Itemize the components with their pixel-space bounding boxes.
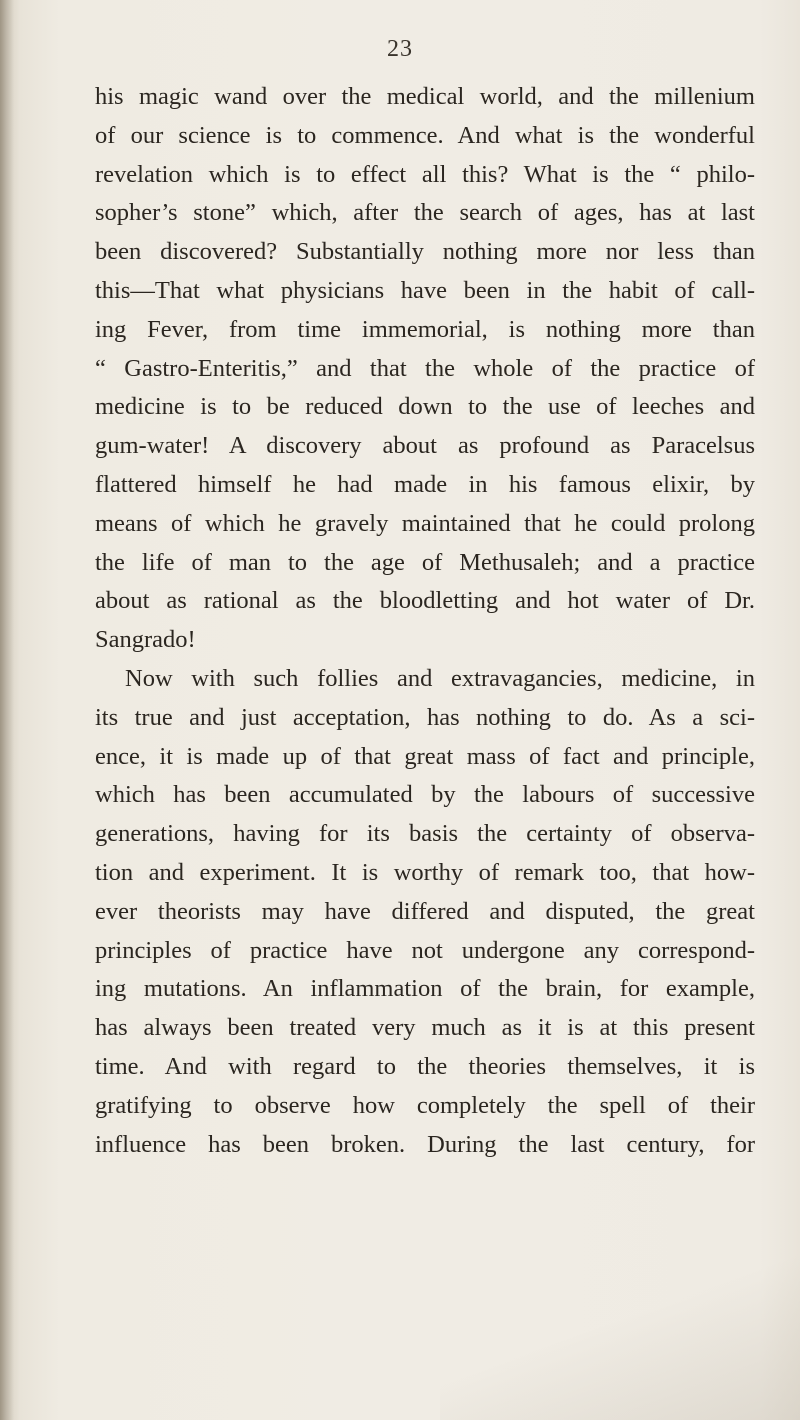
binding-shadow [0, 0, 14, 1420]
text-line: tion and experiment. It is worthy of remark too, that how- [95, 858, 755, 886]
text-line: gratifying to observe how completely the spell of their [95, 1091, 755, 1119]
page-number: 23 [387, 36, 413, 62]
text-line: has always been treated very much as it is at this present [95, 1014, 755, 1042]
text-line: this—That what physicians have been in the habit of call- [95, 276, 755, 304]
text-line: generations, having for its basis the certainty of observa- [95, 820, 755, 848]
text-line: influence has been broken. During the last century, for [95, 1130, 755, 1158]
text-line: time. And with regard to the theories themselves, it is [95, 1052, 755, 1080]
text-line: means of which he gravely maintained that he could prolong [95, 509, 755, 537]
text-line: which has been accumulated by the labours of successive [95, 781, 755, 809]
text-line: been discovered? Substantially nothing more nor less than [95, 238, 755, 266]
text-line: Sangrado! [95, 626, 196, 654]
text-line: its true and just acceptation, has nothing to do. As a sci- [95, 703, 755, 731]
text-line: principles of practice have not undergone any correspond- [95, 936, 755, 964]
text-line: flattered himself he had made in his famous elixir, by [95, 470, 755, 498]
text-line: medicine is to be reduced down to the use of leeches and [95, 393, 755, 421]
paragraph-first-line: Now with such follies and extravagancies, medicine, in [125, 664, 755, 692]
body-text [95, 78, 755, 1164]
text-line: gum-water! A discovery about as profound as Paracelsus [95, 432, 755, 460]
text-line: sopher’s stone” which, after the search of ages, has at last [95, 199, 755, 227]
text-line: ever theorists may have differed and disputed, the great [95, 897, 755, 925]
text-line: ing Fever, from time immemorial, is nothing more than [95, 315, 755, 343]
text-line: the life of man to the age of Methusaleh; and a practice [95, 548, 755, 576]
text-line: of our science is to commence. And what is the wonderful [95, 121, 755, 149]
text-line: revelation which is to effect all this? What is the “ philo- [95, 160, 755, 188]
text-line: his magic wand over the medical world, and the millenium [95, 83, 755, 110]
text-line: ing mutations. An inflammation of the brain, for example, [95, 975, 755, 1003]
text-line: about as rational as the bloodletting and hot water of Dr. [95, 587, 755, 615]
text-line: “ Gastro-Enteritis,” and that the whole of the practice of [95, 354, 755, 382]
text-line: ence, it is made up of that great mass of fact and principle, [95, 742, 755, 770]
page-shading [440, 1180, 800, 1420]
